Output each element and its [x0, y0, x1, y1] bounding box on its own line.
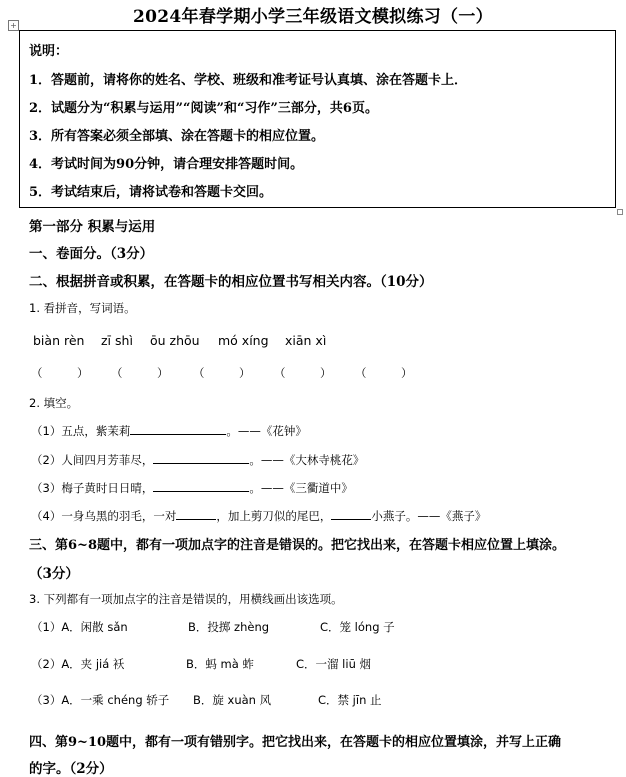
fill-blank-3 [31, 479, 353, 496]
fill-blank-1 [31, 422, 307, 439]
table-resize-handle[interactable] [617, 209, 623, 215]
fill-blank-4 [31, 507, 486, 524]
section-2-heading: 二、根据拼音或积累，在答题卡的相应位置书写相关内容。（10分） [29, 274, 433, 290]
option-3a[interactable]: （3）A．一乘 chéng 轿子 [31, 693, 170, 707]
answer-blank[interactable] [176, 507, 216, 520]
page-title: 2024年春学期小学三年级语文模拟练习（一） [133, 7, 493, 27]
answer-bracket-1: （ ） [31, 366, 89, 380]
fill-blank-4-part-c: 小燕子。——《燕子》 [371, 509, 487, 523]
question-2-label: 2. 填空。 [29, 396, 79, 410]
pinyin-5: xiān xì [285, 333, 327, 348]
option-1c[interactable]: C．笼 lóng 子 [320, 620, 395, 634]
answer-bracket-2: （ ） [111, 366, 169, 380]
fill-blank-3-prefix: （3）梅子黄时日日晴， [31, 481, 154, 495]
fill-blank-2 [31, 451, 364, 468]
option-2b[interactable]: B．蚂 mà 蚱 [186, 657, 254, 671]
section-4-points: 的字。（2分） [29, 761, 113, 777]
option-1a[interactable]: （1）A．闲散 sǎn [31, 620, 128, 634]
note-item-1: 1．答题前，请将你的姓名、学校、班级和准考证号认真填、涂在答题卡上． [29, 73, 468, 88]
pinyin-1: biàn rèn [33, 333, 85, 348]
pinyin-4: mó xíng [218, 333, 269, 348]
option-3b[interactable]: B．旋 xuàn 风 [193, 693, 272, 707]
answer-blank[interactable] [130, 422, 226, 435]
option-3c[interactable]: C．禁 jīn 止 [318, 693, 382, 707]
answer-blank[interactable] [153, 479, 249, 492]
pinyin-2: zī shì [101, 333, 133, 348]
section-3-heading: 三、第6~8题中，都有一项加点字的注音是错误的。把它找出来，在答题卡相应位置上填涂。 [29, 538, 565, 553]
note-item-2: 2．试题分为“积累与运用”“阅读”和“习作”三部分，共6页。 [29, 101, 378, 116]
note-item-3: 3．所有答案必须全部填、涂在答题卡的相应位置。 [29, 129, 325, 144]
option-1b[interactable]: B．投掷 zhèng [188, 620, 270, 634]
part-heading: 第一部分 积累与运用 [29, 219, 156, 235]
option-2a[interactable]: （2）A．夹 jiá 袄 [31, 657, 125, 671]
pinyin-3: ōu zhōu [150, 333, 200, 348]
table-move-handle-icon[interactable]: + [8, 20, 19, 31]
section-3-points: （3分） [29, 566, 79, 582]
section-1-heading: 一、卷面分。（3分） [29, 246, 154, 262]
answer-blank[interactable] [153, 451, 249, 464]
answer-bracket-4: （ ） [274, 366, 332, 380]
fill-blank-2-source: 。——《大林寺桃花》 [249, 453, 365, 467]
note-item-5: 5．考试结束后，请将试卷和答题卡交回。 [29, 185, 273, 200]
notes-heading: 说明： [29, 44, 69, 59]
fill-blank-4-part-a: （4）一身乌黑的羽毛，一对 [31, 509, 177, 523]
section-4-heading: 四、第9~10题中，都有一项有错别字。把它找出来，在答题卡的相应位置填涂，并写上正确 [29, 735, 562, 750]
note-item-4: 4．考试时间为90分钟，请合理安排答题时间。 [29, 157, 304, 172]
question-3-label: 3. 下列都有一项加点字的注音是错误的，用横线画出该选项。 [29, 592, 343, 606]
answer-blank[interactable] [331, 507, 371, 520]
fill-blank-2-prefix: （2）人间四月芳菲尽， [31, 453, 154, 467]
fill-blank-1-source: 。——《花钟》 [226, 424, 307, 438]
answer-bracket-5: （ ） [355, 366, 413, 380]
question-1-label: 1. 看拼音，写词语。 [29, 301, 136, 315]
option-2c[interactable]: C．一溜 liū 烟 [296, 657, 372, 671]
fill-blank-3-source: 。——《三衢道中》 [249, 481, 353, 495]
fill-blank-4-part-b: ，加上剪刀似的尾巴， [216, 509, 332, 523]
fill-blank-1-prefix: （1）五点，紫茉莉 [31, 424, 131, 438]
answer-bracket-3: （ ） [193, 366, 251, 380]
